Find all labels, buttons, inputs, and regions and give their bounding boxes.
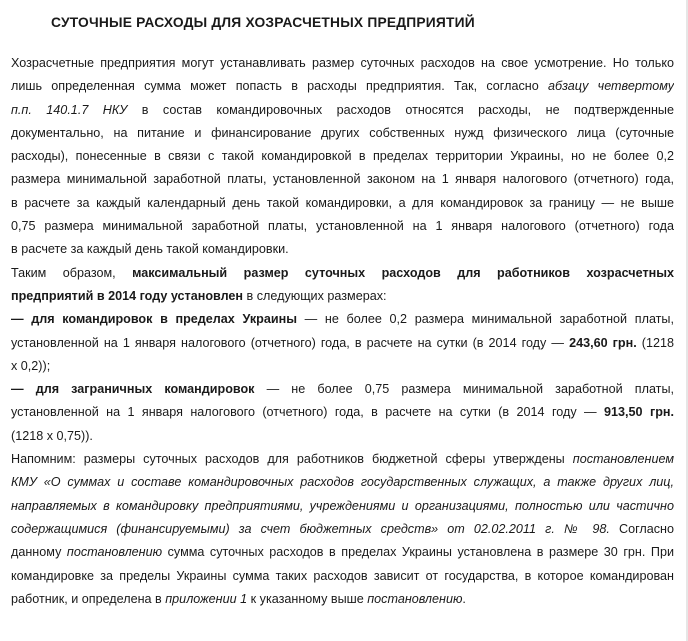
text-run: в следующих размерах: — [243, 288, 387, 303]
text-line — [11, 262, 674, 285]
bold-text: предприятий в 2014 году установлен — [11, 288, 244, 303]
text-line: 0,75 размера минимальной заработной платы, установленной на 1 января налогового (отчетного) года — [11, 219, 674, 234]
paragraph-max-size — [11, 262, 674, 309]
bold-text: максимальный размер суточных расходов для работников хозрасчетных — [132, 265, 674, 280]
text-line: Хозрасчетные предприятия могут устанавливать размер суточных расходов на свое усмотрение. Но только — [11, 56, 674, 70]
paragraph-intro — [11, 52, 674, 262]
text-line: командировке за пределы Украины сумма таких расходов зависит от государства, в которое командирован — [11, 568, 674, 583]
text-line — [11, 99, 674, 122]
law-reference-link[interactable]: постановлением — [572, 452, 674, 467]
law-reference-link[interactable]: направляемых в командировку предприятиями, учреждениями и организациями, полностью или частично — [11, 498, 674, 513]
bold-text: — для командировок в пределах Украины — [11, 312, 297, 327]
text-line — [11, 401, 674, 424]
text-run: к указанному выше — [247, 591, 368, 606]
text-line: в расчете за каждый календарный день такой командировки, а для командировок за границу — не выше — [11, 195, 674, 210]
amount-domestic: 243,60 грн. — [569, 335, 637, 350]
text-run: установленной на 1 января налогового (отчетного) года, в расчете на сутки (в 2014 году — — [11, 405, 605, 420]
amount-foreign: 913,50 грн. — [604, 405, 674, 420]
text-run: — не более 0,75 размера минимальной заработной платы, — [254, 382, 674, 397]
text-run: . — [462, 591, 466, 606]
text-run: сумма суточных расходов в пределах Украины установлена в размере 30 грн. При — [162, 545, 674, 560]
text-line: в расчете за каждый день такой командировки. — [11, 242, 289, 257]
list-item-domestic — [11, 308, 674, 378]
text-run: Согласно — [609, 521, 674, 536]
text-run: (1218 — [636, 335, 674, 350]
paragraph-budget-sphere — [11, 448, 674, 611]
text-line — [11, 332, 674, 355]
text-run: в состав командировочных расходов относятся расходы, не подтвержденные — [127, 102, 674, 117]
text-line — [11, 285, 674, 308]
text-run: Таким образом, — [11, 265, 133, 280]
text-run: — не более 0,2 размера минимальной заработной платы, — [296, 312, 674, 327]
text-line: расходы), понесенные в связи с такой командировкой в пределах территории Украины, но не более 0,2 — [11, 149, 674, 164]
text-line — [11, 588, 674, 611]
law-reference-link[interactable]: приложении 1 — [165, 591, 248, 606]
text-run: лишь определенная сумма может попасть в расходы предприятия. Так, согласно — [11, 79, 548, 94]
text-line: (1218 х 0,75)). — [11, 428, 93, 443]
text-run: установленной на 1 января налогового (отчетного) года, в расчете на сутки (в 2014 году — — [11, 335, 570, 350]
text-run: данному — [11, 545, 67, 560]
text-line: размера минимальной заработной платы, установленной законом на 1 января налогового (отчетного) года, — [11, 172, 674, 187]
text-line — [11, 378, 674, 401]
bold-text: — для заграничных командировок — [11, 382, 255, 397]
text-line — [11, 75, 674, 98]
law-reference-link[interactable]: КМУ «О суммах и составе командировочных расходов государственных служащих, а также других лиц, — [11, 475, 674, 490]
law-reference-link[interactable]: постановлению — [367, 591, 463, 606]
text-line: х 0,2)); — [11, 358, 51, 373]
law-reference-link[interactable]: п.п. 140.1.7 НКУ — [11, 102, 128, 117]
text-line — [11, 448, 674, 471]
document-title: СУТОЧНЫЕ РАСХОДЫ ДЛЯ ХОЗРАСЧЕТНЫХ ПРЕДПРИЯТИЙ — [51, 15, 475, 30]
law-reference-link[interactable]: постановлению — [66, 545, 163, 560]
law-reference-link[interactable]: содержащимися (финансируемыми) за счет бюджетных средств» от 02.02.2011 г. № 98. — [11, 521, 610, 536]
text-line: документально, на питание и финансирование других собственных нужд физического лица (суточные — [11, 125, 674, 140]
text-line — [11, 308, 674, 331]
text-run: работник, и определена в — [11, 591, 166, 606]
list-item-foreign — [11, 378, 674, 448]
law-reference-link[interactable]: абзацу четвертому — [547, 79, 674, 94]
text-line — [11, 541, 674, 564]
text-run: Напомним: размеры суточных расходов для работников бюджетной сферы утверждены — [11, 452, 573, 467]
text-line — [11, 518, 674, 541]
document-body — [11, 52, 674, 611]
